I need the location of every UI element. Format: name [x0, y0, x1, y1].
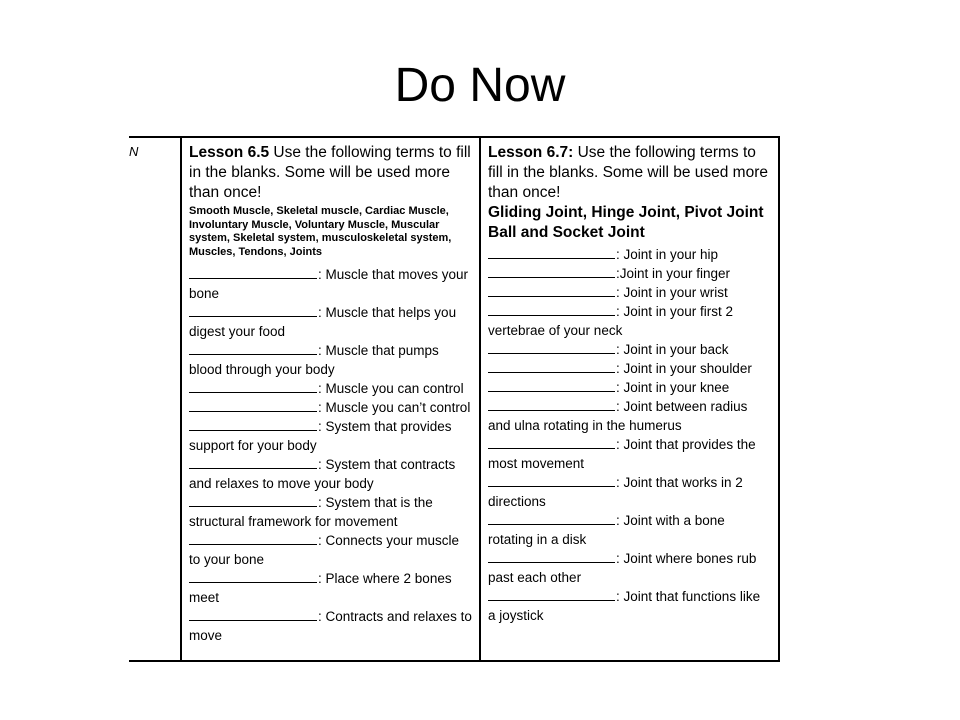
list-item: [488, 359, 771, 378]
answer-blank[interactable]: [488, 398, 615, 411]
item-text: : Place where 2 bones meet: [189, 571, 452, 605]
lesson-6-7-instructions: Use the following terms to fill in the blanks. Some will be used more than once!: [488, 144, 768, 201]
item-text: : Joint that functions like a joystick: [488, 589, 761, 623]
list-item: [488, 435, 771, 473]
item-text: : Joint in your shoulder: [616, 361, 752, 376]
list-item: [488, 549, 771, 587]
answer-blank[interactable]: [189, 418, 317, 431]
item-text: : System that is the structural framework for movement: [189, 495, 433, 529]
answer-blank[interactable]: [488, 360, 615, 373]
lesson-6-7-terms: Gliding Joint, Hinge Joint, Pivot Joint Ball and Socket Joint: [488, 204, 764, 241]
list-item: [189, 493, 473, 531]
item-text: : Joint between radius and ulna rotating in the humerus: [488, 399, 748, 433]
item-text: : Joint where bones rub past each other: [488, 551, 757, 585]
list-item: [488, 397, 771, 435]
answer-blank[interactable]: [189, 266, 317, 279]
list-item: [488, 511, 771, 549]
lesson-6-7-label: Lesson 6.7:: [488, 144, 574, 161]
answer-blank[interactable]: [189, 342, 317, 355]
list-item: [488, 340, 771, 359]
answer-blank[interactable]: [488, 284, 615, 297]
item-text: : Joint in your wrist: [616, 285, 728, 300]
answer-blank[interactable]: [189, 494, 317, 507]
worksheet-table: [129, 136, 780, 662]
lesson-6-7-heading: [488, 143, 771, 203]
answer-blank[interactable]: [189, 456, 317, 469]
list-item: [189, 379, 473, 398]
list-item: [189, 607, 473, 645]
lesson-6-5-instructions: Use the following terms to fill in the blanks. Some will be used more than once!: [189, 144, 471, 201]
item-text: : Joint in your knee: [616, 380, 730, 395]
item-text: : Joint with a bone rotating in a disk: [488, 513, 725, 547]
answer-blank[interactable]: [488, 474, 615, 487]
list-item: [488, 473, 771, 511]
table-stub-column: [129, 138, 182, 660]
item-text: : Joint that provides the most movement: [488, 437, 756, 471]
item-text: : Joint that works in 2 directions: [488, 475, 743, 509]
answer-blank[interactable]: [488, 265, 615, 278]
item-text: : Muscle you can’t control: [318, 400, 471, 415]
list-item: [189, 265, 473, 303]
list-item: [189, 398, 473, 417]
answer-blank[interactable]: [488, 550, 615, 563]
item-text: : System that provides support for your body: [189, 419, 452, 453]
list-item: [189, 569, 473, 607]
stub-letter: N: [129, 144, 139, 159]
answer-blank[interactable]: [488, 588, 615, 601]
item-text: :Joint in your finger: [616, 266, 731, 281]
item-text: : Connects your muscle to your bone: [189, 533, 460, 567]
item-text: : Muscle that helps you digest your food: [189, 305, 457, 339]
lesson-6-5-label: Lesson 6.5: [189, 144, 270, 161]
lesson-6-7-item-list: [488, 245, 771, 625]
list-item: [488, 302, 771, 340]
list-item: [488, 245, 771, 264]
list-item: [189, 417, 473, 455]
lesson-6-5-terms: Smooth Muscle, Skeletal muscle, Cardiac Muscle, Involuntary Muscle, Voluntary Muscle, Muscular system, Skeletal system, musculoskeletal system, Muscles, Tendons, Joints: [189, 205, 452, 258]
item-text: : Joint in your hip: [616, 247, 719, 262]
lesson-6-5-column: [182, 138, 481, 660]
answer-blank[interactable]: [189, 570, 317, 583]
item-text: : Muscle you can control: [318, 381, 464, 396]
lesson-6-5-item-list: [189, 265, 473, 645]
lesson-6-7-column: [481, 138, 777, 660]
list-item: [488, 587, 771, 625]
lesson-6-5-heading: [189, 143, 473, 203]
answer-blank[interactable]: [488, 341, 615, 354]
answer-blank[interactable]: [189, 608, 317, 621]
answer-blank[interactable]: [189, 304, 317, 317]
item-text: : Contracts and relaxes to move: [189, 609, 472, 643]
answer-blank[interactable]: [189, 532, 317, 545]
answer-blank[interactable]: [488, 303, 615, 316]
slide-title: Do Now: [394, 59, 566, 112]
list-item: [488, 264, 771, 283]
list-item: [488, 378, 771, 397]
list-item: [189, 455, 473, 493]
answer-blank[interactable]: [488, 436, 615, 449]
answer-blank[interactable]: [488, 246, 615, 259]
item-text: : Muscle that moves your bone: [189, 267, 469, 301]
item-text: : Joint in your first 2 vertebrae of your neck: [488, 304, 734, 338]
list-item: [488, 283, 771, 302]
answer-blank[interactable]: [488, 379, 615, 392]
item-text: : Joint in your back: [616, 342, 729, 357]
answer-blank[interactable]: [189, 399, 317, 412]
list-item: [189, 303, 473, 341]
list-item: [189, 341, 473, 379]
item-text: : Muscle that pumps blood through your body: [189, 343, 439, 377]
list-item: [189, 531, 473, 569]
answer-blank[interactable]: [488, 512, 615, 525]
answer-blank[interactable]: [189, 380, 317, 393]
item-text: : System that contracts and relaxes to move your body: [189, 457, 456, 491]
